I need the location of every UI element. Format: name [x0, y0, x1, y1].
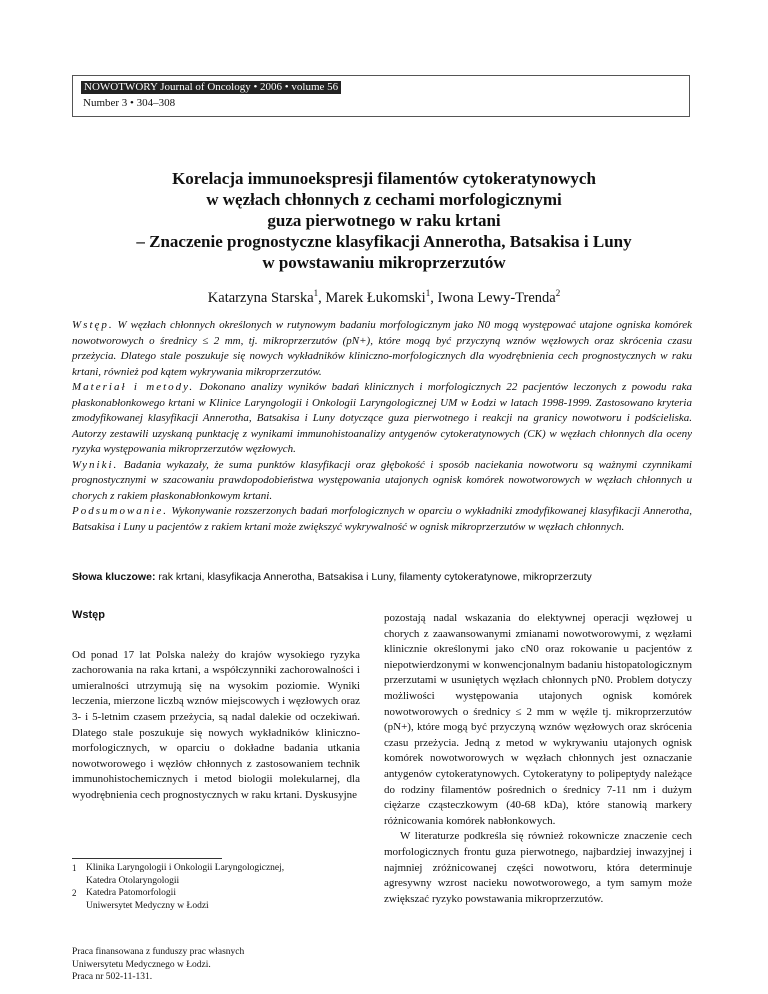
title-line: w powstawaniu mikroprzerzutów	[262, 253, 506, 272]
footnote	[72, 887, 360, 912]
abstract-summary	[72, 504, 692, 535]
article-title	[40, 168, 728, 273]
author-list: Katarzyna Starska$^1$, Marek Łukomski$^1$, Iwona Lewy-Trenda$^2$	[207, 288, 561, 306]
footnote-mark: 1	[72, 863, 77, 873]
body-paragraph: W literaturze podkreśla się również rokownicze znaczenie cech morfologicznych frontu guza pierwotnego, najbardziej inwazyjnej i najmniej zróżnicowanej części nowotworu, która determinuje agresywny wzrost nacieku nowotworowego, a tym samym może zwiększać ryzyko powstawania mikroprzerzutów.	[384, 830, 692, 905]
footnote-line: Katedra Patomorfologii	[86, 888, 176, 898]
author-affiliation-mark: 1	[313, 288, 319, 298]
footnotes	[72, 862, 360, 912]
title-line: Korelacja immunoekspresji filamentów cytokeratynowych	[172, 169, 596, 188]
title-line: guza pierwotnego w raku krtani	[267, 211, 501, 230]
title-line: – Znaczenie prognostyczne klasyfikacji Annerotha, Batsakisa i Luny	[136, 232, 632, 251]
author-name: Katarzyna Starska	[207, 289, 314, 306]
journal-name: NOWOTWORY Journal of Oncology • 2006 • volume 56	[81, 81, 341, 94]
abstract-results-label: Wyniki.	[72, 458, 119, 471]
journal-issue: Number 3 • 304–308	[83, 97, 176, 109]
footnote	[72, 862, 360, 887]
footnote-line: Uniwersytet Medyczny w Łodzi	[86, 900, 209, 911]
abstract-results	[72, 458, 692, 505]
right-column	[384, 611, 692, 907]
keywords-text: rak krtani, klasyfikacja Annerotha, Batsakisa i Luny, filamenty cytokeratynowe, mikroprzerzuty	[158, 571, 592, 583]
keywords	[72, 571, 712, 583]
abstract-summary-text: Wykonywanie rozszerzonych badań morfologicznych w oparciu o wykładniki zmodyfikowanej klasyfikacji Annerotha, Batsakisa i Luny u pacjentów z rakiem krtani może zwiększyć wykrywalność w ognisk mikroprzerzutów w węzłach chłonnych.	[72, 505, 693, 533]
footnote-divider	[72, 858, 222, 859]
abstract-summary-label: Podsumowanie.	[72, 505, 168, 517]
abstract-results-text: Badania wykazały, że suma punktów klasyfikacji oraz głębokość i sposób naciekania nowotworu są ważnymi czynnikami prognostycznymi w szacowaniu prawdopodobieństwa występowania utajonych ognisk komórek nowotworowych w węzłach chłonnych u chorych z rakiem płaskonabłonkowym krtani.	[72, 458, 692, 502]
author-affiliation-mark: 2	[555, 288, 561, 298]
body-paragraph: pozostają nadal wskazania do elektywnej operacji węzłowej u chorych z zaawansowanymi zmianami nowotworowymi, z węzłami klinicznie określonymi jako cN0 oraz rokowanie u pacjentów z niepotwierdzonymi w konwencjonalnym badaniu histopatologicznym przerzutami w usuniętych węzłach chłonnych pN0. Problem dotyczy możliwości występowania utajonych ognisk komórek nowotworowych o średnicy ≤ 2 mm w węźle tj. mikroprzerzutów (pN+), które mogą być przyczyną wznów węzłowych oraz skrócenia czasu przeżycia. Jedną z metod w wykrywaniu utajonych ognisk komórek nowotworowych w węzłach chłonnych jest oznaczanie antygenów cytokeratynowych. Cytokeratyny to polipeptydy należące do rodziny filamentów pośrednich o średnicy 7-11 nm i dużym ciężarze cząsteczkowym (40-68 kDa), które stanowią markery różnicowania komórek nabłonkowych.	[384, 612, 692, 827]
abstract-intro	[72, 318, 692, 380]
author-name: Marek Łukomski	[325, 289, 426, 306]
section-heading: Wstęp	[72, 609, 105, 621]
abstract-methods	[72, 380, 692, 458]
keywords-label: Słowa kluczowe:	[72, 571, 156, 583]
abstract-methods-label: Materiał i metody.	[72, 381, 195, 393]
body-paragraph: Od ponad 17 lat Polska należy do krajów wysokiego ryzyka zachorowania na raka krtani, a współczynniki zachorowalności i umieralności utrzymują się na wysokim poziomie. Wyniki leczenia, mierzone liczbą wznów miejscowych i węzłowych oraz 3- i 5-letnim czasem przeżycia, są nadal dalekie od oczekiwań. Dlatego stale poszukuje się nowych wykładników kliniczno-morfologicznych, w oparciu o dokładne badania utkania nowotworowego i węzłów chłonnych z zastosowaniem technik immunohistochemicznych i metod biologii molekularnej, dla wyodrębnienia cech prognostycznych w raku krtani. Dyskusyjne	[72, 648, 360, 801]
abstract-intro-text: W węzłach chłonnych określonych w rutynowym badaniu morfologicznym jako N0 mogą występować utajone ogniska komórek nowotworowych o średnicy ≤ 2 mm, tj. mikroprzerzutów (pN+), które mogą być przyczyną wznów węzłowych oraz skrócenia czasu przeżycia. Dlatego stale poszukuje się nowych wykładników kliniczno-morfologicznych dla wyodrębnienia cech prognostycznych w raku krtani, również pod kątem wykrywania mikroprzerzutów.	[72, 319, 692, 378]
title-line: w węzłach chłonnych z cechami morfologicznymi	[206, 190, 562, 209]
funding-note	[72, 946, 360, 984]
funding-line: Praca nr 502-11-131.	[72, 972, 153, 982]
left-column	[72, 608, 360, 804]
author-name: Iwona Lewy-Trenda	[437, 289, 556, 306]
funding-line: Praca finansowana z funduszy prac własnych	[72, 947, 245, 957]
abstract	[72, 318, 692, 535]
author-affiliation-mark: 1	[425, 288, 431, 298]
footnote-line: Klinika Laryngologii i Onkologii Laryngologicznej,	[86, 863, 285, 873]
footnote-line: Katedra Otolaryngologii	[86, 875, 180, 886]
abstract-intro-label: Wstęp.	[72, 319, 114, 331]
footnote-mark: 2	[72, 888, 77, 898]
journal-header-box	[72, 75, 690, 117]
funding-line: Uniwersytetu Medycznego w Łodzi.	[72, 959, 211, 970]
abstract-methods-text: Dokonano analizy wyników badań klinicznych i morfologicznych 22 pacjentów leczonych z powodu raka płaskonabłonkowego krtani w Klinice Laryngologii i Onkologii Laryngologicznej UM w Łodzi w latach 1998-1999. Zastosowano kryteria zmodyfikowanej klasyfikacji Annerotha, Batsakisa i Luny dotyczące guza pierwotnego i reakcji na granicy nowotworu i podścieliska. Autorzy zestawili uzyskaną punktację z wynikami immunohistoanalizy antygenów cytokeratynowych (CK) w węzłach chłonnych dla oceny ryzyka występowania mikroprzerzutów węzłowych.	[72, 381, 693, 455]
